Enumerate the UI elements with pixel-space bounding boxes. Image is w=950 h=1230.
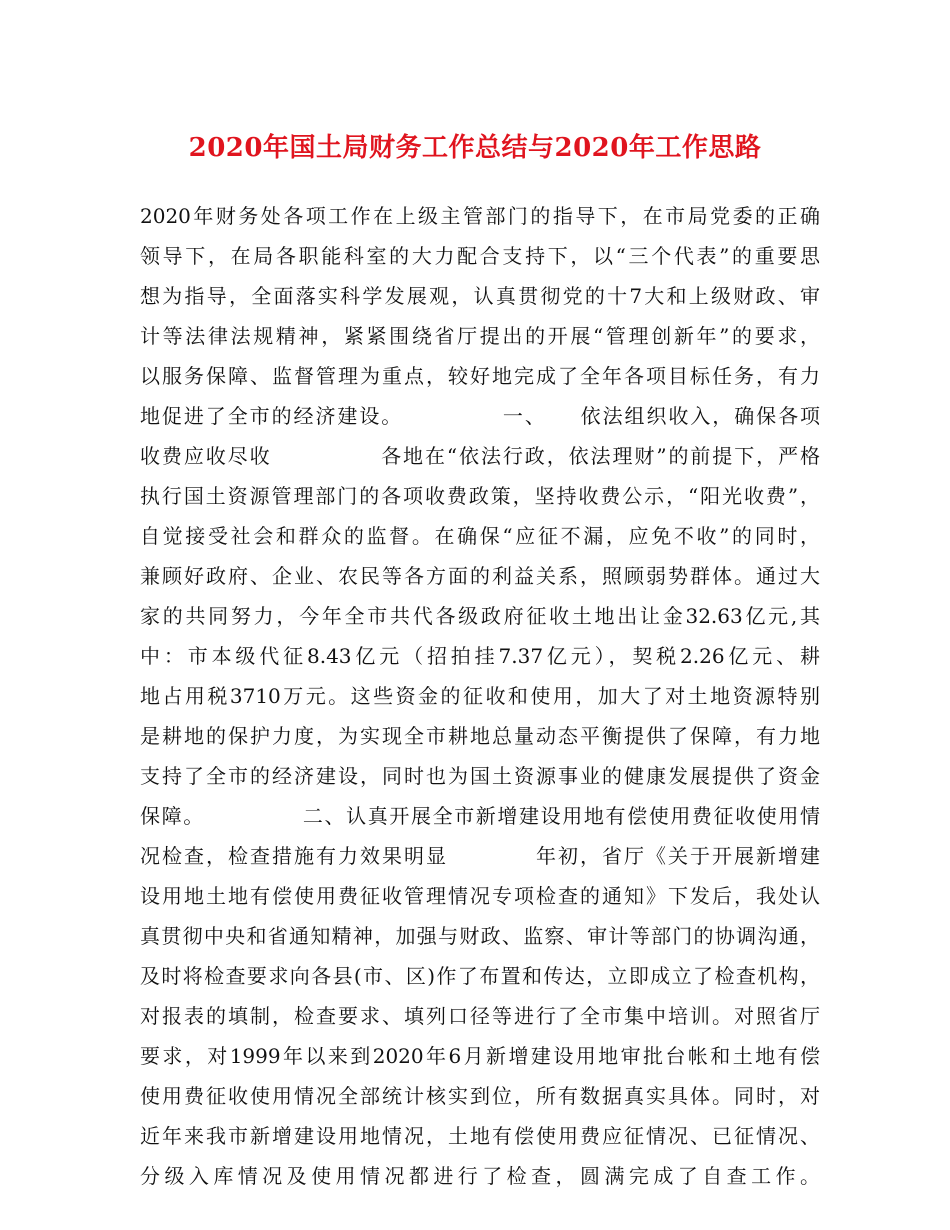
body-line: 地占用税3710万元。这些资金的征收和使用，加大了对土地资源特别 <box>140 684 820 708</box>
body-line: 保障。 二、认真开展全市新增建设用地有偿使用费征收使用情 <box>140 804 820 828</box>
body-line: 自觉接受社会和群众的监督。在确保“应征不漏，应免不收”的同时， <box>140 524 820 548</box>
body-line: 支持了全市的经济建设，同时也为国土资源事业的健康发展提供了资金 <box>140 764 820 788</box>
body-line: 近年来我市新增建设用地情况，土地有偿使用费应征情况、已征情况、 <box>140 1124 820 1148</box>
body-line: 真贯彻中央和省通知精神，加强与财政、监察、审计等部门的协调沟通， <box>140 924 820 948</box>
body-line: 以服务保障、监督管理为重点，较好地完成了全年各项目标任务，有力 <box>140 364 820 388</box>
body-line: 使用费征收使用情况全部统计核实到位，所有数据真实具体。同时，对 <box>140 1084 820 1108</box>
body-line: 执行国土资源管理部门的各项收费政策，坚持收费公示，“阳光收费”， <box>140 484 820 508</box>
body-line: 中：市本级代征8.43亿元（招拍挂7.37亿元），契税2.26亿元、耕 <box>140 644 820 668</box>
body-line: 收费应收尽收 各地在“依法行政，依法理财”的前提下，严格 <box>140 444 820 468</box>
body-line: 是耕地的保护力度，为实现全市耕地总量动态平衡提供了保障，有力地 <box>140 724 820 748</box>
body-line: 地促进了全市的经济建设。 一、 依法组织收入，确保各项 <box>140 404 820 428</box>
body-line: 要求，对1999年以来到2020年6月新增建设用地审批台帐和土地有偿 <box>140 1044 820 1068</box>
body-line: 兼顾好政府、企业、农民等各方面的利益关系，照顾弱势群体。通过大 <box>140 564 820 588</box>
document-body <box>140 196 820 1196</box>
document-title: 2020年国土局财务工作总结与2020年工作思路 <box>188 133 762 163</box>
body-line: 设用地土地有偿使用费征收管理情况专项检查的通知》下发后，我处认 <box>140 884 820 908</box>
body-line: 家的共同努力，今年全市共代各级政府征收土地出让金32.63亿元,其 <box>140 604 820 628</box>
body-line: 2020年财务处各项工作在上级主管部门的指导下，在市局党委的正确 <box>140 204 820 228</box>
body-line: 况检查，检查措施有力效果明显 年初，省厅《关于开展新增建 <box>140 844 820 868</box>
body-line: 领导下，在局各职能科室的大力配合支持下，以“三个代表”的重要思 <box>140 244 820 268</box>
body-line: 想为指导，全面落实科学发展观，认真贯彻党的十7大和上级财政、审 <box>140 284 820 308</box>
body-line: 分级入库情况及使用情况都进行了检查，圆满完成了自查工作。 <box>140 1164 820 1188</box>
body-line: 对报表的填制，检查要求、填列口径等进行了全市集中培训。对照省厅 <box>140 1004 820 1028</box>
body-line: 及时将检查要求向各县(市、区)作了布置和传达，立即成立了检查机构， <box>140 964 820 988</box>
body-line: 计等法律法规精神，紧紧围绕省厅提出的开展“管理创新年”的要求， <box>140 324 820 348</box>
